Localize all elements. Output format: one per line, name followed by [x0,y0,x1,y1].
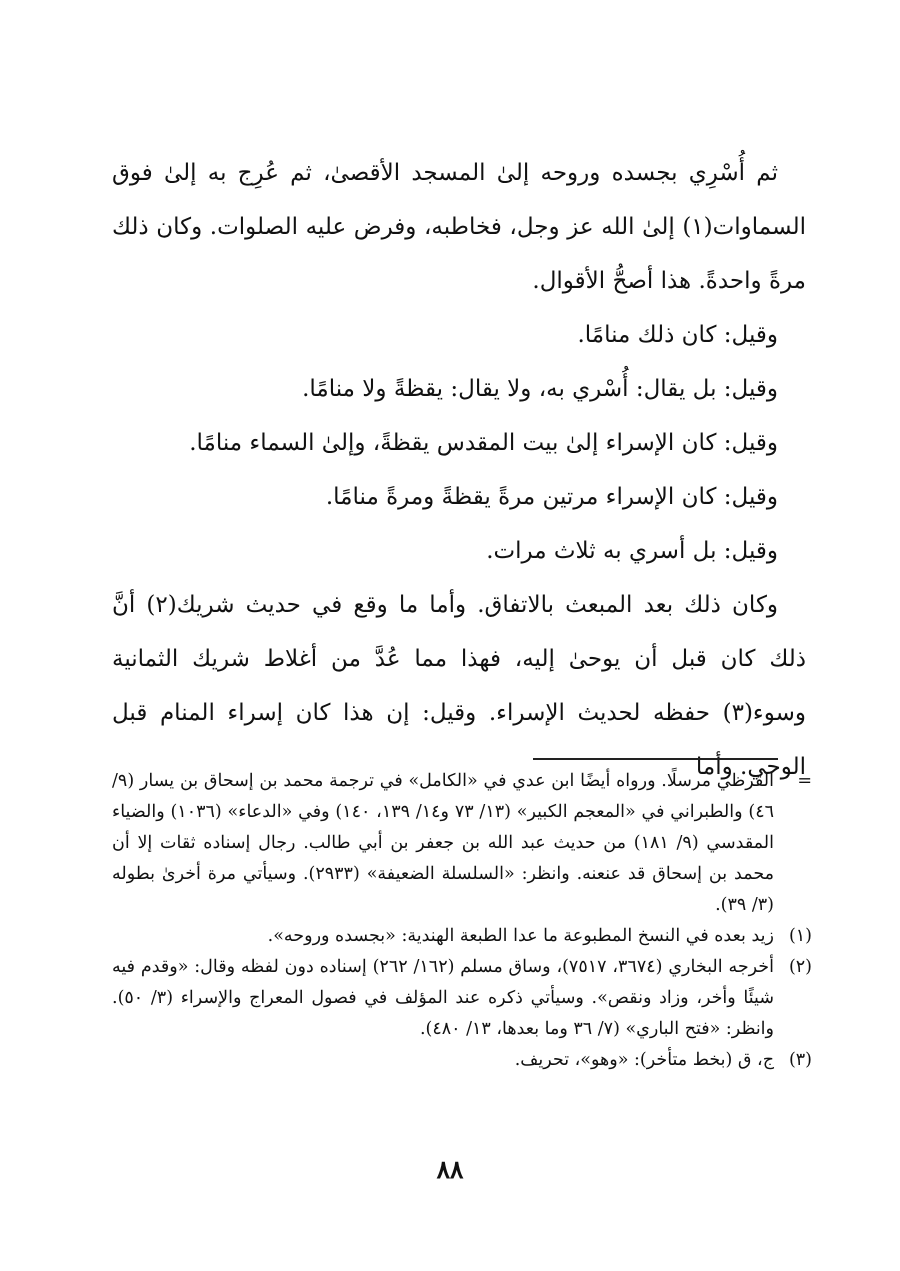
footnote-1 [112,921,812,952]
main-text [112,146,806,794]
opinion-3: وقيل: كان الإسراء إلىٰ بيت المقدس يقظةً، وإلىٰ السماء منامًا. [189,430,778,456]
footnote-text: زيد بعده في النسخ المطبوعة ما عدا الطبعة الهندية: «بجسده وروحه». [267,926,774,946]
paragraph-sharik: وكان ذلك بعد المبعث بالاتفاق. وأما ما وقع في حديث شريك(٢) أنَّ ذلك كان قبل أن يوحىٰ إليه، فهذا مما عُدَّ من أغلاط شريك الثمانية وسوء(٣) حفظه لحديث الإسراء. وقيل: إن هذا كان إسراء المنام قبل الوحي. وأما [112,592,806,780]
footnote-continuation [112,766,812,921]
footnote-text: أخرجه البخاري (٣٦٧٤، ٧٥١٧)، وساق مسلم (١٦٢/ ٢٦٢) إسناده دون لفظه وقال: «وقدم فيه شيئًا وأخر، وزاد ونقص». وسيأتي ذكره عند المؤلف في فصول المعراج والإسراء (٣/ ٥٠). وانظر: «فتح الباري» (٧/ ٣٦ وما بعدها، ١٣/ ٤٨٠). [112,957,774,1039]
footnote-text: القرظي مرسلًا. ورواه أيضًا ابن عدي في «الكامل» في ترجمة محمد بن إسحاق بن يسار (٩/ ٤٦) والطبراني في «المعجم الكبير» (١٣/ ٧٣ و١٤/ ١٣٩، ١٤٠) وفي «الدعاء» (١٠٣٦) والضياء المقدسي (٩/ ١٨١) من حديث عبد الله بن جعفر بن أبي طالب. رجال إسناده ثقات إلا أن محمد بن إسحاق قد عنعنه. وانظر: «السلسلة الضعيفة» (٢٩٣٣). وسيأتي مرة أخرىٰ بطوله (٣/ ٣٩). [112,771,774,915]
paragraph-isra: ثم أُسْرِي بجسده وروحه إلىٰ المسجد الأقصىٰ، ثم عُرِج به إلىٰ فوق السماوات(١) إلىٰ الله عز وجل، فخاطبه، وفرض عليه الصلوات. وكان ذلك مرةً واحدةً. هذا أصحُّ الأقوال. [112,160,806,294]
page-number: ٨٨ [436,1155,464,1184]
footnote-mark: (٢) [788,957,812,977]
footnote-divider [533,758,778,760]
footnotes [112,766,812,1076]
footnote-text: ج، ق (بخط متأخر): «وهو»، تحريف. [514,1050,774,1070]
opinion-4: وقيل: كان الإسراء مرتين مرةً يقظةً ومرةً منامًا. [325,484,778,510]
opinion-5: وقيل: بل أسري به ثلاث مرات. [486,538,778,564]
footnote-2 [112,952,812,1045]
footnote-mark: (٣) [788,1050,812,1070]
opinion-2: وقيل: بل يقال: أُسْري به، ولا يقال: يقظةً ولا منامًا. [302,376,778,402]
opinion-1: وقيل: كان ذلك منامًا. [577,322,778,348]
footnote-mark: = [797,771,812,791]
footnote-mark: (١) [788,926,812,946]
footnote-3 [112,1045,812,1076]
